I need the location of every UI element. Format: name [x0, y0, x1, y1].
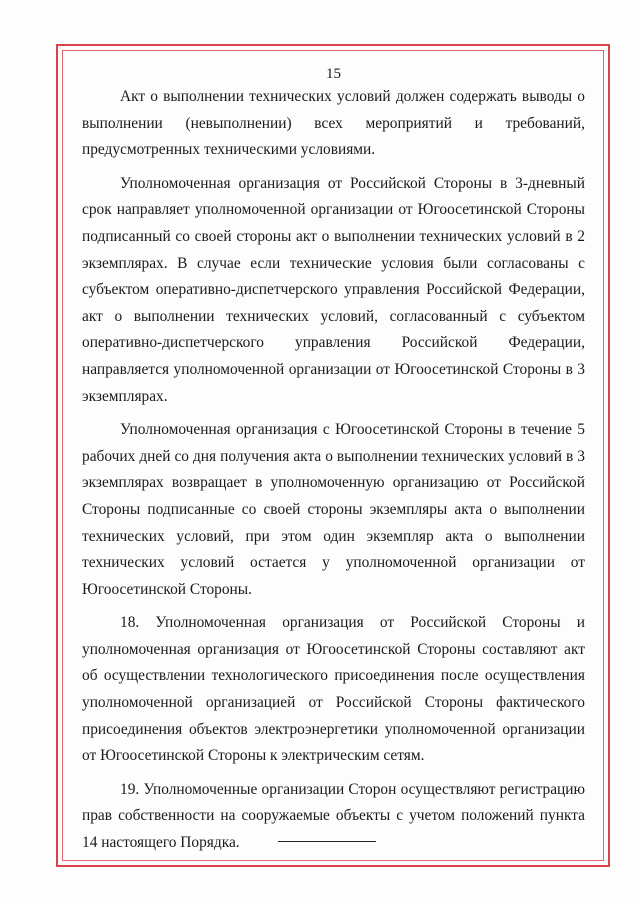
- document-body: [82, 64, 585, 864]
- paragraph-south-ossetian-side-returns-act: Уполномоченная организация с Югоосетинской Стороны в течение 5 рабочих дней со дня получения акта о выполнении технических условий в 3 экземплярах возвращает в уполномоченную организацию от Российской Стороны подписанные со своей стороны экземпляры акта о выполнении технических условий, при этом один экземпляр акта о выполнении технических условий остается у уполномоченной организации от Югоосетинской Стороны.: [82, 421, 585, 598]
- paragraph-item-18: 18. Уполномоченная организация от Российской Стороны и уполномоченная организация от Югоосетинской Стороны составляют акт об осуществлении технологического присоединения после осуществления уполномоченной организацией от Российской Стороны фактического присоединения объектов электроэнергетики уполномоченной организации от Югоосетинской Стороны к электрическим сетям.: [82, 614, 585, 765]
- end-separator-line: [278, 841, 376, 842]
- paragraph-item-19: 19. Уполномоченные организации Сторон осуществляют регистрацию прав собственности на сооружаемые объекты с учетом положений пункта 14 настоящего Порядка.: [82, 780, 585, 852]
- paragraph-russian-side-sends-act: Уполномоченная организация от Российской Стороны в 3-дневный срок направляет уполномоченной организации от Югоосетинской Стороны подписанный со своей стороны акт о выполнении технических условий в 2 экземплярах. В случае если технические условия были согласованы с субъектом оперативно-диспетчерского управления Российской Федерации, акт о выполнении технических условий, согласованный с субъектом оперативно-диспетчерского управления Российской Федерации, направляется уполномоченной организации от Югоосетинской Стороны в 3 экземплярах.: [82, 174, 585, 405]
- paragraph-act-conclusions: Акт о выполнении технических условий должен содержать выводы о выполнении (невыполнении) всех мероприятий и требований, предусмотренных техническими условиями.: [82, 88, 585, 159]
- page-number: 15: [326, 66, 341, 82]
